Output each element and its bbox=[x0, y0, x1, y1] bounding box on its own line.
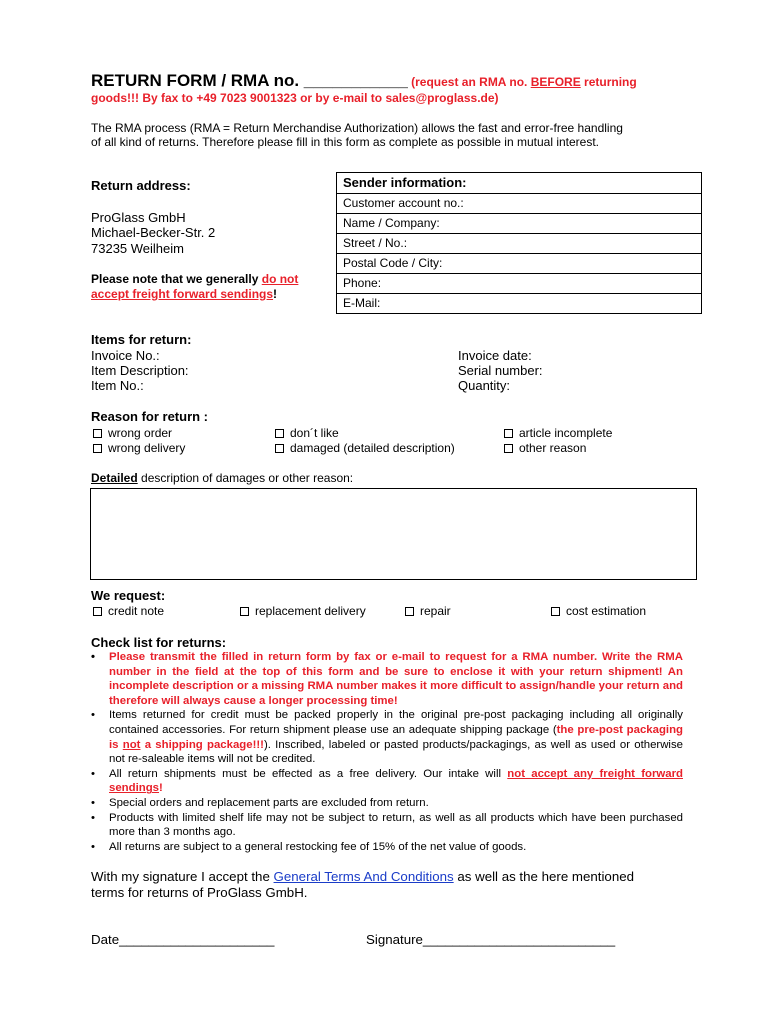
checkbox-icon[interactable] bbox=[275, 444, 284, 453]
description-label-bold: Detailed bbox=[91, 471, 138, 485]
checkbox-icon[interactable] bbox=[275, 429, 284, 438]
intro-line-1: The RMA process (RMA = Return Merchandise Authorization) allows the fast and error-free handling bbox=[91, 121, 623, 135]
bullet-icon: • bbox=[91, 709, 95, 722]
request-credit-note[interactable]: credit note bbox=[93, 604, 164, 618]
item-serial-number: Serial number: bbox=[458, 363, 543, 378]
freight-note-prefix: Please note that we generally bbox=[91, 272, 262, 286]
description-label-rest: description of damages or other reason: bbox=[137, 471, 354, 485]
checklist-item: • Products with limited shelf life may not be subject to return, as well as all products which have been purchased more than 3 months ago. bbox=[91, 811, 683, 839]
reason-title: Reason for return : bbox=[91, 409, 209, 424]
checklist-item: • All returns are subject to a general restocking fee of 15% of the net value of goods. bbox=[91, 840, 527, 853]
freight-note-suffix: ! bbox=[273, 287, 278, 301]
checklist bbox=[91, 650, 683, 854]
bullet-icon: • bbox=[91, 811, 95, 824]
checklist-title: Check list for returns: bbox=[91, 635, 227, 650]
sender-information-title: Sender information: bbox=[337, 173, 701, 194]
general-terms-link[interactable]: General Terms And Conditions bbox=[273, 869, 454, 884]
rma-note-prefix: (request an RMA no. bbox=[407, 75, 531, 89]
rma-note-suffix: returning bbox=[580, 75, 637, 89]
description-label bbox=[91, 471, 353, 485]
item-invoice-date: Invoice date: bbox=[458, 348, 532, 363]
sender-field-street[interactable]: Street / No.: bbox=[337, 234, 701, 254]
item-invoice-no: Invoice No.: bbox=[91, 348, 160, 363]
reason-other[interactable]: other reason bbox=[504, 441, 586, 455]
return-address-label: Return address: bbox=[91, 178, 191, 193]
form-title: RETURN FORM / RMA no. ___________ bbox=[91, 71, 408, 90]
sender-field-phone[interactable]: Phone: bbox=[337, 274, 701, 294]
checkbox-icon[interactable] bbox=[504, 429, 513, 438]
signature-statement-line2: terms for returns of ProGlass GmbH. bbox=[91, 885, 308, 900]
item-no: Item No.: bbox=[91, 378, 144, 393]
bullet-icon: • bbox=[91, 796, 95, 809]
return-street: Michael-Becker-Str. 2 bbox=[91, 225, 216, 240]
items-title: Items for return: bbox=[91, 332, 192, 347]
item-quantity: Quantity: bbox=[458, 378, 511, 393]
checkbox-icon[interactable] bbox=[405, 607, 414, 616]
request-replacement-delivery[interactable]: replacement delivery bbox=[240, 604, 366, 618]
sender-information-box bbox=[336, 172, 702, 314]
sender-field-postal-city[interactable]: Postal Code / City: bbox=[337, 254, 701, 274]
sender-field-customer-account[interactable]: Customer account no.: bbox=[337, 194, 701, 214]
rma-note-before: BEFORE bbox=[530, 75, 581, 89]
checklist-item: • Items returned for credit must be packed properly in the original pre-post packaging including all originally contained accessories. For return shipment please use an adequate shipping package (the pre-post packaging is not a shipping package!!!). Inscribed, labeled or pasted products/packagings, as well as used or otherwise not re-saleable items will not be credited. bbox=[91, 709, 683, 766]
checkbox-icon[interactable] bbox=[93, 607, 102, 616]
sender-field-name-company[interactable]: Name / Company: bbox=[337, 214, 701, 234]
reason-dont-like[interactable]: don´t like bbox=[275, 426, 339, 440]
date-field[interactable]: Date_____________________ bbox=[91, 932, 275, 947]
reason-wrong-delivery[interactable]: wrong delivery bbox=[93, 441, 185, 455]
reason-article-incomplete[interactable]: article incomplete bbox=[504, 426, 612, 440]
freight-note bbox=[91, 272, 298, 286]
request-repair[interactable]: repair bbox=[405, 604, 451, 618]
request-cost-estimation[interactable]: cost estimation bbox=[551, 604, 646, 618]
checklist-item: • Please transmit the filled in return form by fax or e-mail to request for a RMA number. Write the RMA number in the field at the top of this form and be sure to enclose it with your return shipment! An incomplete description or a missing RMA number makes it more difficult to assign/handle your return and therefore will always cause a longer processing time! bbox=[91, 651, 683, 707]
freight-note-line2 bbox=[91, 287, 277, 301]
checkbox-icon[interactable] bbox=[93, 444, 102, 453]
checklist-item: • All return shipments must be effected as a free delivery. Our intake will not accept any freight forward sendings! bbox=[91, 767, 683, 795]
return-company: ProGlass GmbH bbox=[91, 210, 186, 225]
checkbox-icon[interactable] bbox=[93, 429, 102, 438]
checklist-item: • Special orders and replacement parts are excluded from return. bbox=[91, 796, 429, 809]
checkbox-icon[interactable] bbox=[240, 607, 249, 616]
intro-line-2: of all kind of returns. Therefore please fill in this form as complete as possible in mutual interest. bbox=[91, 135, 600, 149]
request-title: We request: bbox=[91, 588, 166, 603]
bullet-icon: • bbox=[91, 840, 95, 853]
form-title-line bbox=[91, 71, 637, 91]
return-city: 73235 Weilheim bbox=[91, 241, 184, 256]
item-description: Item Description: bbox=[91, 363, 189, 378]
checkbox-icon[interactable] bbox=[504, 444, 513, 453]
checkbox-icon[interactable] bbox=[551, 607, 560, 616]
signature-field[interactable]: Signature__________________________ bbox=[366, 932, 616, 947]
reason-damaged[interactable]: damaged (detailed description) bbox=[275, 441, 455, 455]
bullet-icon: • bbox=[91, 651, 95, 663]
bullet-icon: • bbox=[91, 767, 95, 780]
signature-statement: With my signature I accept the General Terms And Conditions as well as the here mentioned bbox=[91, 869, 635, 884]
reason-wrong-order[interactable]: wrong order bbox=[93, 426, 172, 440]
freight-note-highlight-1: do not bbox=[261, 272, 299, 286]
rma-note-line2: goods!!! By fax to +49 7023 9001323 or by e-mail to sales@proglass.de) bbox=[91, 91, 499, 105]
sender-field-email[interactable]: E-Mail: bbox=[343, 296, 381, 310]
freight-note-highlight-2: accept freight forward sendings bbox=[91, 287, 274, 301]
description-textarea[interactable] bbox=[90, 488, 697, 580]
